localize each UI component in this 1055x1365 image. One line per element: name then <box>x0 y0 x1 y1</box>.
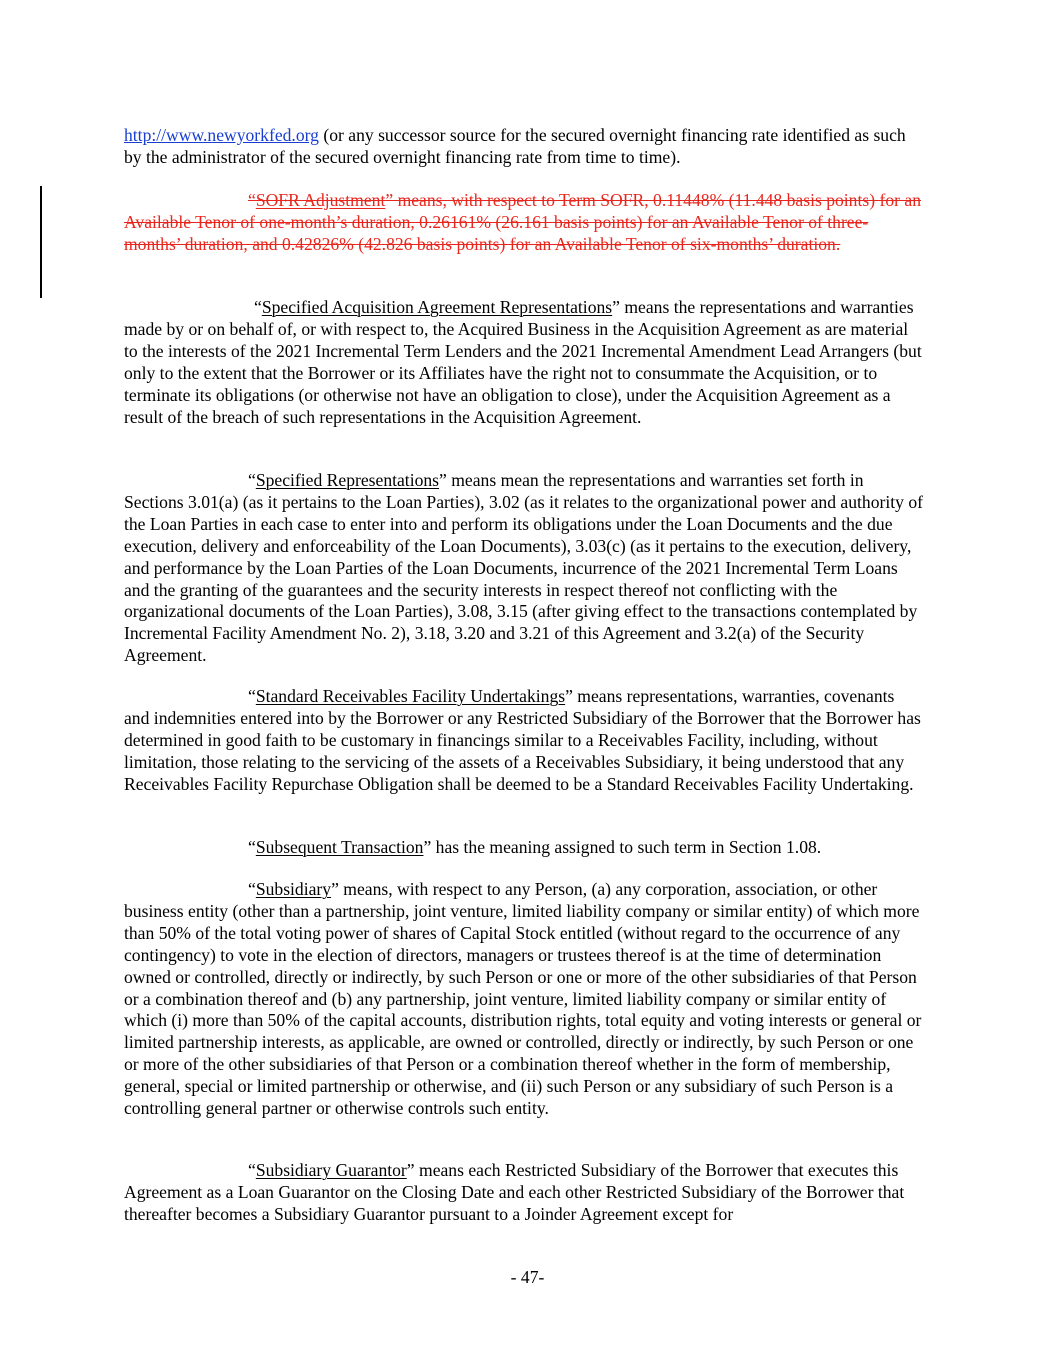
paragraph-standard-receivables-facility-undertakings <box>124 686 924 796</box>
paragraph-text: ” means the representations and warranties made by or on behalf of, or with respect to, the Acquired Business in the Acquisition Agreement as are material to the interests of the 2021 Incremental Term Lenders and the 2021 Incremental Amendment Lead Arrangers (but only to the extent that the Borrower or its Affiliates have the right not to consummate the Acquisition, or to terminate its obligations (or otherwise not have an obligation to close), under the Acquisition Agreement as a result of the breach of such representations in the Acquisition Agreement. <box>124 297 922 427</box>
paragraph-specified-acquisition-agreement-representations <box>124 297 924 428</box>
paragraph-text: ” means mean the representations and warranties set forth in Sections 3.01(a) (as it pertains to the Loan Parties), 3.02 (as it relates to the organizational power and authority of the Loan Parties in each case to enter into and perform its obligations under the Loan Documents and the due execution, delivery and enforceability of the Loan Documents), 3.03(c) (as it pertains to the execution, delivery, and performance by the Loan Parties of the Loan Documents, incurrence of the 2021 Incremental Term Loans and the granting of the guarantees and the security interests in respect thereof not conflicting with the organizational documents of the Loan Parties), 3.08, 3.15 (after giving effect to the transactions contemplated by Incremental Facility Amendment No. 2), 3.18, 3.20 and 3.21 of this Agreement and 3.2(a) of the Security Agreement. <box>124 470 923 666</box>
paragraph-text: ” means each Restricted Subsidiary of the Borrower that executes this Agreement as a Loan Guarantor on the Closing Date and each other Restricted Subsidiary of the Borrower that thereafter becomes a Subsidiary Guarantor pursuant to a Joinder Agreement except for <box>124 1160 905 1224</box>
paragraph-sofr-source <box>124 125 924 169</box>
paragraph-text: ” means, with respect to any Person, (a) any corporation, association, or other business entity (other than a partnership, joint venture, limited liability company or similar entity) of which more than 50% of the total voting power of shares of Capital Stock entitled (without regard to the occurrence of any contingency) to vote in the election of directors, managers or trustees thereof is at the time of determination owned or controlled, directly or indirectly, by such Person or one or more of the other subsidiaries of that Person or a combination thereof and (b) any partnership, joint venture, limited liability company or similar entity of which (i) more than 50% of the capital accounts, distribution rights, total equity and voting interests or general or limited partnership interests, as applicable, are owned or controlled, directly or indirectly, by such Person or one or more of the other subsidiaries of that Person or a combination thereof whether in the form of membership, general, special or limited partnership or otherwise, and (ii) such Person or any subsidiary of such Person is a controlling general partner or otherwise controls such entity. <box>124 879 922 1119</box>
paragraph-sofr-adjustment-deleted <box>124 190 924 256</box>
paragraph-text: ” means representations, warranties, covenants and indemnities entered into by the Borrower or any Restricted Subsidiary of the Borrower that the Borrower has determined in good faith to be customary in financings similar to a Receivables Facility, including, without limitation, those relating to the servicing of the assets of a Receivables Subsidiary, it being understood that any Receivables Facility Repurchase Obligation shall be deemed to be a Standard Receivables Facility Undertaking. <box>124 686 921 794</box>
defined-term: Specified Acquisition Agreement Representations <box>261 297 613 317</box>
paragraph-text: ” has the meaning assigned to such term in Section 1.08. <box>423 837 822 857</box>
open-quote: “ <box>248 837 256 857</box>
newyorkfed-link[interactable]: http://www.newyorkfed.org <box>124 125 319 145</box>
page-number: - 47- <box>510 1267 545 1287</box>
paragraph-subsidiary <box>124 879 924 1120</box>
open-quote: “ <box>248 686 256 706</box>
defined-term: Subsidiary Guarantor <box>255 1160 407 1180</box>
open-quote: “ <box>254 297 262 317</box>
open-quote: “ <box>248 470 256 490</box>
open-quote: “ <box>248 1160 256 1180</box>
defined-term: SOFR Adjustment <box>255 190 386 210</box>
open-quote: “ <box>248 879 256 899</box>
paragraph-text: ” means, with respect to Term SOFR, 0.11448% (11.448 basis points) for an Available Tenor of one-month’s duration, 0.26161% (26.161 basis points) for an Available Tenor of three-months’ duration, and 0.42826% (42.826 basis points) for an Available Tenor of six-months’ duration. <box>124 190 921 254</box>
paragraph-subsidiary-guarantor <box>124 1160 924 1226</box>
defined-term: Subsidiary <box>255 879 332 899</box>
paragraph-text: (or any successor source for the secured overnight financing rate identified as such by the administrator of the secured overnight financing rate from time to time). <box>124 125 906 167</box>
paragraph-specified-representations <box>124 470 924 667</box>
open-quote: “ <box>248 190 256 210</box>
paragraph-subsequent-transaction <box>124 837 924 859</box>
change-bar <box>40 186 42 298</box>
defined-term: Standard Receivables Facility Undertakings <box>255 686 566 706</box>
defined-term: Subsequent Transaction <box>255 837 424 857</box>
defined-term: Specified Representations <box>255 470 440 490</box>
